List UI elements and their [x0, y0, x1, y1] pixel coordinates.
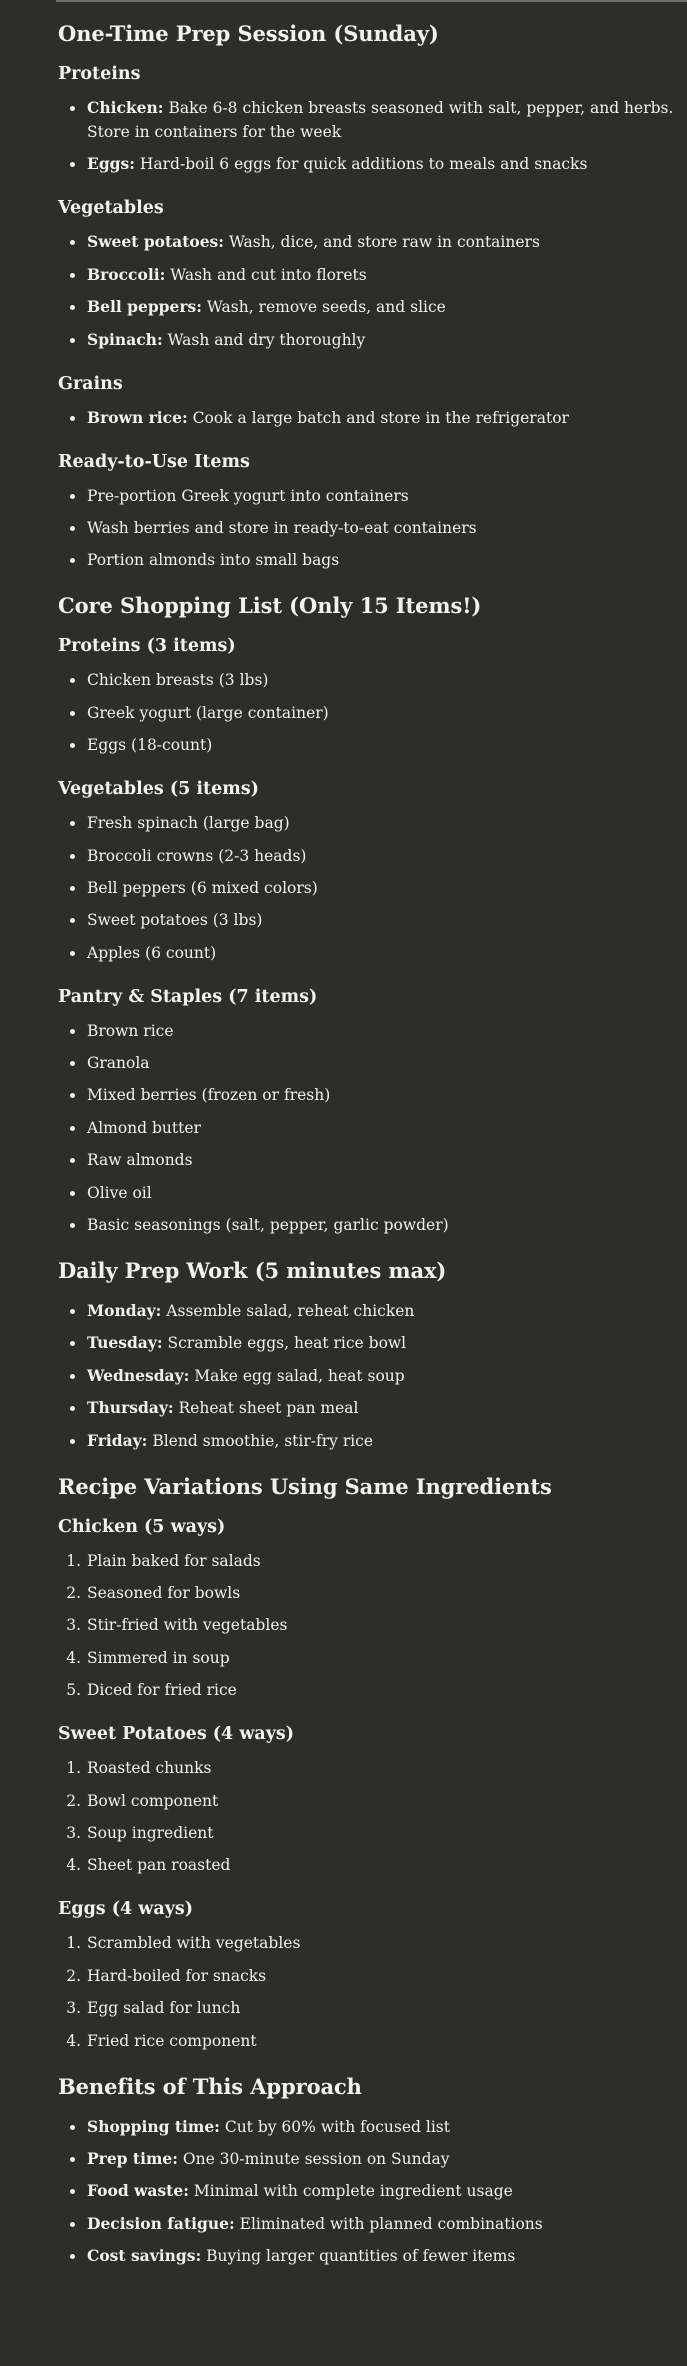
- shopping-section: [58, 592, 679, 1237]
- shopping-pantry-list: [58, 1019, 679, 1237]
- list-item: • Shopping time: Cut by 60% with focused list: [86, 2115, 679, 2139]
- variations-group-heading-chicken: Chicken (5 ways): [58, 1516, 226, 1537]
- prep-title: One-Time Prep Session (Sunday): [58, 21, 439, 46]
- list-item: • Eggs (18-count): [86, 733, 679, 757]
- variations-sweet-potatoes-list: [58, 1756, 679, 1877]
- list-item: • Sweet potatoes (3 lbs): [86, 908, 679, 932]
- list-item: 5. Diced for fried rice: [86, 1678, 679, 1702]
- prep-ready-list: [58, 484, 679, 573]
- list-item: • Monday: Assemble salad, reheat chicken: [86, 1299, 679, 1323]
- shopping-group-heading-vegetables: Vegetables (5 items): [58, 779, 259, 800]
- list-item: • Thursday: Reheat sheet pan meal: [86, 1396, 679, 1420]
- list-item: • Pre-portion Greek yogurt into containers: [86, 484, 679, 508]
- list-item: • Mixed berries (frozen or fresh): [86, 1083, 679, 1107]
- list-item: • Bell peppers: Wash, remove seeds, and slice: [86, 295, 679, 319]
- benefits-section: [58, 2073, 679, 2269]
- shopping-vegetables-list: [58, 811, 679, 965]
- variations-section: [58, 1473, 679, 2053]
- prep-group-heading-ready: Ready-to-Use Items: [58, 451, 250, 472]
- benefits-list: [58, 2115, 679, 2269]
- list-item: • Brown rice: Cook a large batch and store in the refrigerator: [86, 406, 679, 430]
- list-item: • Broccoli: Wash and cut into florets: [86, 263, 679, 287]
- daily-title: Daily Prep Work (5 minutes max): [58, 1258, 447, 1284]
- list-item: • Chicken breasts (3 lbs): [86, 668, 679, 692]
- list-item: 1. Roasted chunks: [86, 1756, 679, 1780]
- prep-vegetables-list: [58, 230, 679, 351]
- variations-title: Recipe Variations Using Same Ingredients: [58, 1473, 552, 1499]
- list-item: • Decision fatigue: Eliminated with planned combinations: [86, 2212, 679, 2236]
- list-item: • Eggs: Hard-boil 6 eggs for quick additions to meals and snacks: [86, 152, 679, 176]
- list-item: • Olive oil: [86, 1181, 679, 1205]
- list-item: • Brown rice: [86, 1019, 679, 1043]
- shopping-group-heading-proteins: Proteins (3 items): [58, 636, 236, 657]
- prep-section: [58, 20, 679, 572]
- list-item: • Greek yogurt (large container): [86, 701, 679, 725]
- prep-group-heading-vegetables: Vegetables: [58, 198, 164, 219]
- list-item: • Apples (6 count): [86, 941, 679, 965]
- variations-group-heading-sweet-potatoes: Sweet Potatoes (4 ways): [58, 1724, 295, 1745]
- list-item: 3. Stir-fried with vegetables: [86, 1613, 679, 1637]
- list-item: • Sweet potatoes: Wash, dice, and store raw in containers: [86, 230, 679, 254]
- variations-group-heading-eggs: Eggs (4 ways): [58, 1899, 194, 1920]
- list-item: • Fresh spinach (large bag): [86, 811, 679, 835]
- list-item: • Chicken: Bake 6-8 chicken breasts seasoned with salt, pepper, and herbs. Store in containers for the week: [86, 96, 679, 144]
- list-item: • Raw almonds: [86, 1148, 679, 1172]
- list-item: 4. Sheet pan roasted: [86, 1853, 679, 1877]
- daily-section: [58, 1257, 679, 1453]
- benefits-title: Benefits of This Approach: [58, 2073, 362, 2099]
- list-item: 2. Hard-boiled for snacks: [86, 1964, 679, 1988]
- list-item: • Broccoli crowns (2-3 heads): [86, 844, 679, 868]
- list-item: 1. Scrambled with vegetables: [86, 1931, 679, 1955]
- list-item: • Portion almonds into small bags: [86, 548, 679, 572]
- shopping-title: Core Shopping List (Only 15 Items!): [58, 593, 482, 619]
- list-item: 3. Egg salad for lunch: [86, 1996, 679, 2020]
- variations-eggs-list: [58, 1931, 679, 2052]
- list-item: 1. Plain baked for salads: [86, 1549, 679, 1573]
- list-item: • Cost savings: Buying larger quantities of fewer items: [86, 2244, 679, 2268]
- list-item: • Friday: Blend smoothie, stir-fry rice: [86, 1429, 679, 1453]
- list-item: • Bell peppers (6 mixed colors): [86, 876, 679, 900]
- prep-group-heading-grains: Grains: [58, 373, 123, 394]
- list-item: 3. Soup ingredient: [86, 1821, 679, 1845]
- shopping-proteins-list: [58, 668, 679, 757]
- list-item: • Basic seasonings (salt, pepper, garlic powder): [86, 1213, 679, 1237]
- variations-chicken-list: [58, 1549, 679, 1703]
- list-item: • Granola: [86, 1051, 679, 1075]
- list-item: • Tuesday: Scramble eggs, heat rice bowl: [86, 1331, 679, 1355]
- list-item: • Wednesday: Make egg salad, heat soup: [86, 1364, 679, 1388]
- list-item: • Almond butter: [86, 1116, 679, 1140]
- list-item: 2. Seasoned for bowls: [86, 1581, 679, 1605]
- list-item: 4. Fried rice component: [86, 2029, 679, 2053]
- shopping-group-heading-pantry: Pantry & Staples (7 items): [58, 986, 318, 1007]
- list-item: 2. Bowl component: [86, 1789, 679, 1813]
- list-item: • Food waste: Minimal with complete ingredient usage: [86, 2179, 679, 2203]
- prep-grains-list: [58, 406, 679, 430]
- list-item: 4. Simmered in soup: [86, 1646, 679, 1670]
- list-item: • Prep time: One 30-minute session on Sunday: [86, 2147, 679, 2171]
- list-item: • Wash berries and store in ready-to-eat containers: [86, 516, 679, 540]
- prep-group-heading-proteins: Proteins: [58, 64, 141, 84]
- daily-list: [58, 1299, 679, 1453]
- list-item: • Spinach: Wash and dry thoroughly: [86, 328, 679, 352]
- prep-proteins-list: [58, 96, 679, 176]
